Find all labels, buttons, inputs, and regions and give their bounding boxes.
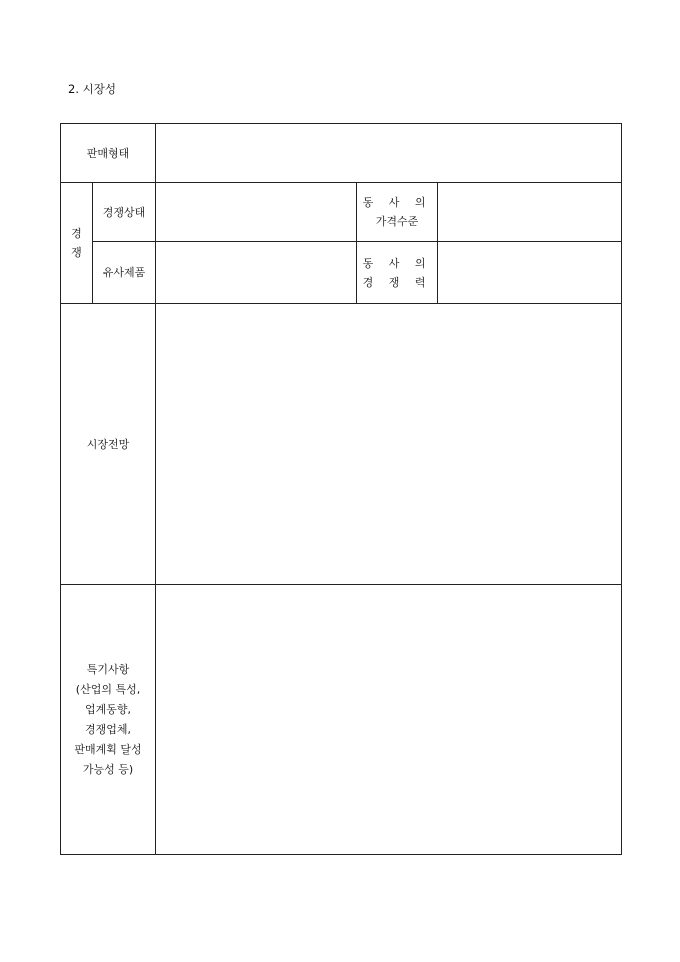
competitiveness-field[interactable] <box>438 242 622 304</box>
notes-line: 업계동향, <box>85 702 132 716</box>
notes-line: 경쟁업체, <box>85 722 132 736</box>
competition-label-line1: 경 <box>71 227 82 240</box>
notes-line: (산업의 특성, <box>75 682 141 696</box>
price-level-line2: 가격수준 <box>375 215 419 228</box>
competition-status-field[interactable] <box>156 183 357 242</box>
price-level-label <box>357 183 438 242</box>
sales-type-field[interactable] <box>156 124 622 183</box>
notes-line: 판매계획 달성 <box>74 742 142 756</box>
competitiveness-label <box>357 242 438 304</box>
similar-products-field[interactable] <box>156 242 357 304</box>
market-outlook-field[interactable] <box>156 304 622 585</box>
market-outlook-label: 시장전망 <box>61 304 156 585</box>
notes-label <box>61 585 156 855</box>
competition-label <box>61 183 93 304</box>
notes-field[interactable] <box>156 585 622 855</box>
competitiveness-line1: 동 사 의 <box>362 256 432 270</box>
market-form-table <box>60 123 622 855</box>
price-level-line1: 동 사 의 <box>362 196 432 209</box>
competition-status-label: 경쟁상태 <box>93 183 156 242</box>
price-level-field[interactable] <box>438 183 622 242</box>
competition-label-line2: 쟁 <box>71 246 82 259</box>
competitiveness-line2: 경 쟁 력 <box>362 275 432 289</box>
similar-products-label: 유사제품 <box>93 242 156 304</box>
section-title: 2. 시장성 <box>68 82 116 96</box>
notes-line: 특기사항 <box>86 662 130 676</box>
sales-type-label: 판매형태 <box>61 124 156 183</box>
notes-line: 가능성 등) <box>82 762 134 776</box>
